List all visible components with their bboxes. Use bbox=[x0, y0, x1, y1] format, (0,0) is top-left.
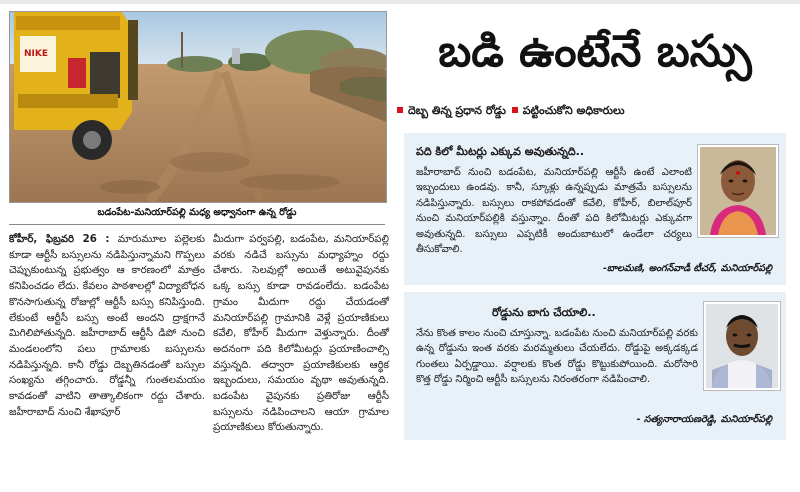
quote-box-2-text: నేను కొంత కాలం నుంచి చూస్తున్నా. బడంపేట నుంచి మనియార్‌పల్లి వరకు ఉన్న రోడ్డును ఇంత వరకు మరమ్మతులు చేయలేదు. రోడ్డుపై అక్కడక్కడ గుంతలు ఏర్పడ్డాయి. వర్షాలకు కొంత రోడ్డు కొట్టుకుపోయింది. మరోసారి కొత్త రోడ్డు నిర్మించి ఆర్టీసీ బస్సులను నిరంతరంగా నడిపించాలి. bbox=[416, 328, 698, 386]
quote-box-2-title: రోడ్డును బాగు చేయాలి.. bbox=[492, 306, 596, 319]
bullet-square-icon bbox=[512, 107, 518, 113]
bullet-square-icon bbox=[397, 107, 403, 113]
portrait-satyanarayana-reddy bbox=[704, 302, 780, 390]
quote-box-1-text: జహీరాబాద్ నుంచి బడంపేట, మనియార్‌పల్లి ఆర్టీసీ ఉంటే ఎలాంటి ఇబ్బందులు ఉండవు. కానీ, స్కూళ్లు ఉన్నప్పుడు మాత్రమే బస్సులను నడిపిస్తున్నారు. బస్సులు రాకపోవడంతో కవేలి, కోహీర్, బిలాల్‌పూర్ నుంచి మనియార్‌పల్లికి వస్తున్నాం. దీంతో పది కిలోమీటర్లు ఎక్కువగా అవుతున్నది. బస్సులు ఎప్పటికీ అందుబాటులో ఉండేలా చర్యలు తీసుకోవాలి. bbox=[416, 167, 692, 256]
quote-box-1-title: పది కిలో మీటర్లు ఎక్కువ అవుతున్నది.. bbox=[416, 145, 585, 158]
article-column-1 bbox=[9, 232, 205, 420]
woman-portrait-icon bbox=[700, 147, 776, 235]
article-text-1: మారుమూల పల్లెలకు కూడా ఆర్టీసీ బస్సులను నడిపిస్తున్నామని గొప్పలు చెప్పుకుంటున్న ప్రభుత్వం ఆ కారణంలో మాత్రం కనిపించడం లేదు. కేవలం పాఠశాలల్లో విద్యాబోధన కొనసాగుతున్న రోజుల్లో ఆర్టీసీ బస్సు కనిపిస్తుంది. లేకుంటే ఆర్టీసీ బస్సు అంటే అందని ద్రాక్షగానే మిగిలిపోతున్నది. జహీరాబాద్ ఆర్టీసీ డిపో నుంచి మండలంలోని పలు గ్రామాలకు బస్సులను నడిపిస్తున్నది. కానీ రోడ్డు దెబ్బతినడంతో బస్సుల సంఖ్యను తగ్గించారు. రోడ్డన్నీ గుంతలమయం కావడంతో వాటిని తాత్కాలికంగా రద్దు చేశారు. జహీరాబాద్ నుంచి శేఖాపూర్ bbox=[9, 234, 205, 418]
road-photo bbox=[9, 11, 387, 203]
quote-box-2-byline: - సత్యనారాయణరెడ్డి, మనియార్‌పల్లి bbox=[636, 414, 772, 425]
subheadings bbox=[395, 104, 795, 120]
page-top-strip bbox=[0, 0, 800, 4]
quote-box-1-byline: -బాలమణి, అంగన్‌వాడీ టీచర్, మనియార్‌పల్లి bbox=[602, 263, 772, 274]
caption-divider bbox=[9, 224, 385, 225]
portrait-balamani bbox=[698, 145, 778, 237]
vehicle-plate: NIKE bbox=[24, 49, 49, 59]
dateline: కోహీర్, ఫిబ్రవరి 26 : bbox=[9, 234, 110, 245]
subheading-2: పట్టించుకోని అధికారులు bbox=[522, 104, 625, 117]
photo-caption: బడంపేట-మనియార్‌పల్లి మధ్య అధ్వానంగా ఉన్న రోడ్డు bbox=[97, 207, 297, 218]
headline: బడి ఉంటేనే బస్సు bbox=[438, 26, 752, 77]
article-text-2: మీదుగా పర్వపల్లి, బడంపేట, మనియార్‌పల్లి వరకు నడిచే బస్సును మధ్యాహ్నం రద్దు చేశారు. సెలవుల్లో అయితే అటువైపునకు ఒక్క బస్సు కూడా రావడంలేదు. బడంపేట గ్రామం మీదుగా రద్దు చేయడంతో మనియార్‌పల్లి గ్రామానికి వెళ్లే ప్రయాణికులు కవేలి, కోహీర్ మీదుగా వెళ్తున్నారు. దీంతో అదనంగా పది కిలోమీటర్లు ప్రయాణించాల్సి వస్తున్నది. తద్వారా ప్రయాణికులకు ఆర్థిక ఇబ్బందులు, సమయం వృథా అవుతున్నది. బడంపేట వైపునకు ప్రతిరోజు ఆర్టీసీ బస్సులను నడిపించాలని ఆయా గ్రామాల ప్రయాణికులు కోరుతున్నారు. bbox=[213, 234, 389, 434]
subheading-1: దెబ్బ తిన్న ప్రధాన రోడ్డు bbox=[408, 104, 506, 117]
quote-box-2 bbox=[404, 292, 786, 440]
man-portrait-icon bbox=[706, 304, 778, 388]
quote-box-1 bbox=[404, 133, 786, 285]
road-photo-illustration bbox=[10, 12, 386, 202]
article-column-2 bbox=[213, 232, 389, 436]
